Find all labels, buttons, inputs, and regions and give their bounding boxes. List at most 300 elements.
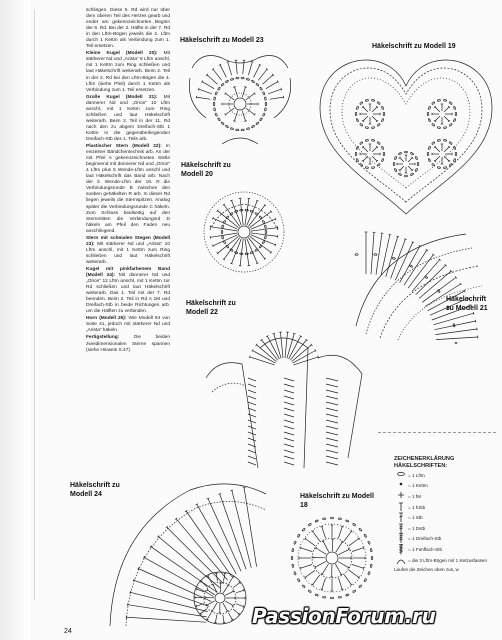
stitch-mark-top xyxy=(341,589,343,590)
stitch-mark xyxy=(284,426,294,429)
chain-stitch-mark xyxy=(432,123,435,126)
chain-stitch-mark xyxy=(359,528,362,531)
stitch-mark xyxy=(400,158,404,162)
stitch-mark xyxy=(284,384,294,387)
stitch-mark-top xyxy=(196,588,197,590)
stitch-mark xyxy=(326,450,338,453)
chain-stitch-mark xyxy=(259,118,262,122)
chain-stitch-mark xyxy=(213,97,215,100)
stitch-mark xyxy=(326,402,338,405)
symbol-legend xyxy=(394,456,498,573)
chain-stitch-mark xyxy=(338,518,341,520)
stitch-mark xyxy=(352,548,363,552)
stitch-mark xyxy=(254,65,260,78)
chain-stitch-mark xyxy=(223,220,226,224)
stitch-mark xyxy=(248,414,256,417)
legend-item xyxy=(394,491,498,502)
chain-stitch-mark xyxy=(302,528,305,531)
stitch-mark-top xyxy=(475,320,476,323)
stitch-mark xyxy=(215,615,217,623)
chain-stitch-mark xyxy=(428,106,431,110)
chain-stitch-mark xyxy=(352,590,356,593)
stitch-mark xyxy=(207,590,215,595)
chain-stitch-mark xyxy=(264,225,266,228)
label-modell-18: Häkelschrift zu Modell 18 xyxy=(300,493,374,509)
paragraph-body: Wie Modell 84 von Seite 41, jedoch mit stärkerer Nd und „Arista“ häkeln. xyxy=(86,316,170,334)
stitch-mark-top xyxy=(251,61,254,62)
stitch-mark xyxy=(315,561,326,567)
stitch-mark xyxy=(305,570,315,577)
chain-stitch-mark xyxy=(352,523,356,526)
stitch-mark-top xyxy=(363,567,364,569)
chain-stitch-mark xyxy=(359,585,362,588)
stitch-mark xyxy=(322,564,328,574)
chain-stitch-mark xyxy=(322,518,325,520)
legend-item xyxy=(394,470,498,481)
stitch-mark xyxy=(326,384,338,387)
chain-stitch-mark xyxy=(245,253,248,255)
chain-stitch-mark xyxy=(415,156,418,160)
stitch-mark xyxy=(336,542,343,552)
chain-stitch-mark xyxy=(259,245,262,248)
stitch-mark-top xyxy=(249,356,250,359)
stitch-mark xyxy=(352,565,363,569)
chart-modell-23 xyxy=(182,48,300,152)
chain-stitch-mark xyxy=(221,236,223,239)
stitch-mark xyxy=(408,166,412,170)
chain-stitch-mark xyxy=(236,129,239,131)
chain-stitch-mark xyxy=(245,209,248,211)
stitch-mark xyxy=(400,166,404,170)
instruction-paragraph xyxy=(86,267,170,315)
chain-stitch-mark xyxy=(246,78,250,81)
stitch-mark xyxy=(338,549,349,554)
stitch-mark xyxy=(408,158,412,162)
stitch-mark xyxy=(285,332,288,358)
stitch-mark-top xyxy=(230,263,232,264)
stitch-mark xyxy=(335,564,341,574)
page-binding-shadow xyxy=(0,0,30,640)
instruction-paragraph xyxy=(86,95,170,143)
chain-stitch-mark xyxy=(315,594,319,597)
stitch-mark xyxy=(284,414,294,417)
chain-stitch-mark xyxy=(364,578,367,582)
stitch-mark xyxy=(444,147,449,152)
chart-modell-24 xyxy=(70,470,270,628)
stitch-mark xyxy=(225,591,233,595)
stitch-mark xyxy=(248,378,256,381)
stitch-mark-top xyxy=(224,573,227,574)
stitch-mark-top xyxy=(223,622,226,623)
stitch-mark xyxy=(248,462,256,465)
chain-stitch-mark xyxy=(424,275,427,278)
chain-stitch-mark xyxy=(297,534,300,538)
legend-item-label: = 1 Stb xyxy=(408,515,423,521)
chain-stitch-mark xyxy=(432,101,435,104)
stitch-mark xyxy=(339,527,343,538)
chain-stitch-mark xyxy=(383,152,385,155)
chain-stitch-mark xyxy=(443,166,446,168)
chain-stitch-mark xyxy=(213,108,215,111)
chain-stitch-mark xyxy=(355,152,357,155)
chain-stitch-mark xyxy=(398,152,402,155)
stitch-mark xyxy=(128,605,207,617)
chain-stitch-mark xyxy=(259,216,262,219)
slip-symbol-icon xyxy=(394,480,408,491)
legend-item-label: = 1 hStb xyxy=(408,504,426,510)
chain-stitch-mark xyxy=(377,141,380,144)
paragraph-heading: Kugel mit pinkfarbenem Band (Modell 24): xyxy=(86,266,170,279)
label-modell-22: Häkelschrift zu Modell 22 xyxy=(186,300,236,316)
chain-stitch-mark xyxy=(241,77,244,79)
instruction-paragraph xyxy=(86,316,170,334)
chain-stitch-mark xyxy=(236,77,239,79)
binding-fold-line xyxy=(34,10,35,600)
stitch-mark xyxy=(240,239,243,266)
chain-stitch-mark xyxy=(302,585,305,588)
stitch-mark xyxy=(223,585,228,593)
stitch-mark xyxy=(186,511,232,577)
stitch-mark-top xyxy=(397,236,400,237)
stitch-mark-top xyxy=(321,526,323,527)
chain-stitch-mark xyxy=(360,101,363,104)
chain-stitch-mark xyxy=(427,152,429,155)
paragraph-body: Mit stärkerer Nd und „Arista“ 8 Lftm anschl, mit 1 Kettm zum Ring schließen und laut Häkelschrift weiterarb. Beim 2. Teil in der 2. Rd bei den Lftm-Bögen die 4. Lftm (siehe Pfeil) durch 1 Kettm als Verbindung zum 1. Teil ersetzen. xyxy=(86,51,170,93)
stitch-mark xyxy=(213,69,222,80)
stitch-mark xyxy=(240,198,243,225)
paragraph-heading: Fertigstellung: xyxy=(86,335,120,341)
stitch-mark-top xyxy=(212,245,213,247)
chain-stitch-mark xyxy=(292,564,294,567)
legend-item-label: = 1 Kettm xyxy=(408,483,428,489)
stitch-mark xyxy=(435,147,440,152)
dc-symbol-icon xyxy=(394,512,408,523)
paragraph-body: In einzelner Bändchentechnik arb. An der mit Pfeil A gekennzeichneten Stelle beginnend mit dünnerer Nd und „Orion“ 4 Lftm plus 5 Wende-Lftm anschl und laut Häkelschrift das Band arb. Nach der 3. Wende-Lftm der 19. R die Verbindungsrunde B zwischen den soeben gehäkelten R arb. In dieser Rd liegen jeweils die Sternspitzen. Analog später die Verbindungsrunde C häkeln. Zum Schluss beidseitig auf den Sternmitten die Verbindungsrd D häkeln am Pfeil den Faden neu anschlingend. xyxy=(86,144,170,234)
instruction-paragraph xyxy=(86,51,170,93)
stitch-mark xyxy=(432,306,471,320)
stitch-mark xyxy=(207,613,211,620)
chain-stitch-mark xyxy=(437,139,440,141)
chain-stitch-mark xyxy=(215,92,218,96)
chain-stitch-mark xyxy=(428,118,431,122)
label-modell-21: Häkelschrift zu Modell 21 xyxy=(446,296,488,312)
chain-stitch-mark xyxy=(415,168,418,172)
stitch-mark-top xyxy=(471,304,472,306)
chain-stitch-mark xyxy=(370,564,372,567)
paragraph-heading: Plastischer Stern (Modell 22): xyxy=(86,144,162,150)
chain-stitch-mark xyxy=(404,151,407,153)
stitch-mark xyxy=(444,107,449,112)
stitch-mark-top xyxy=(207,498,209,499)
chain-stitch-mark xyxy=(297,578,300,582)
paragraph-body: Mit dünnerer Nd und „Orion“ 10 Lftm anschl, mit 1 Kettm zum Ring schließen und laut Häkelschrift weiterarb. Beim 2. Teil in der 11. Rd nach den zu abgem Dreifach-Stb 1 Kettm in die gegenüberliegenden Dreifach-Stb des 1. Teils arb. xyxy=(86,94,170,142)
stitch-mark xyxy=(326,462,338,465)
stitch-mark xyxy=(326,438,338,441)
chain-stitch-mark xyxy=(364,534,367,538)
stitch-mark-top xyxy=(230,200,232,201)
stitch-mark xyxy=(372,156,377,161)
chain-stitch-mark xyxy=(246,127,250,130)
stitch-mark-top xyxy=(214,622,217,623)
chain-stitch-mark xyxy=(230,78,234,81)
stitch-mark xyxy=(270,97,284,99)
label-modell-20: Häkelschrift zu Modell 20 xyxy=(181,162,231,178)
quint-dc-symbol-icon xyxy=(394,544,408,555)
chain-stitch-mark xyxy=(262,92,265,96)
chain-stitch-mark xyxy=(437,126,440,128)
stitch-mark xyxy=(371,232,374,274)
stitch-mark-top xyxy=(244,121,247,122)
stitch-mark xyxy=(197,97,211,99)
chain-stitch-mark xyxy=(371,99,374,101)
stitch-mark xyxy=(363,147,368,152)
stitch-mark xyxy=(381,235,390,276)
legend-item-label: = 1 Dstb xyxy=(408,525,426,531)
chain-stitch-mark xyxy=(256,83,259,86)
stitch-mark xyxy=(248,62,252,75)
stitch-mark-top xyxy=(196,605,197,608)
stitch-mark-top xyxy=(293,333,296,334)
chain-stitch-mark xyxy=(437,289,440,293)
chain-stitch-mark xyxy=(262,220,265,224)
chain-stitch-mark xyxy=(356,106,359,110)
chain-stitch-mark xyxy=(371,139,374,141)
stitch-mark xyxy=(435,156,440,161)
stitch-mark xyxy=(236,60,237,74)
chain-stitch-mark xyxy=(225,125,229,128)
stitch-mark xyxy=(246,93,255,100)
chain-stitch-mark xyxy=(226,245,229,248)
stitch-mark xyxy=(243,60,244,74)
chain-stitch-mark xyxy=(368,572,371,576)
stitch-mark xyxy=(284,438,294,441)
double-dc-symbol-icon xyxy=(394,523,408,534)
label-modell-24: Häkelschrift zu Modell 24 xyxy=(70,482,120,498)
chain-stitch-mark xyxy=(221,230,223,233)
stitch-mark xyxy=(233,609,239,614)
stitch-mark xyxy=(323,541,329,552)
chain-stitch-mark xyxy=(365,139,368,141)
stitch-mark xyxy=(248,432,256,435)
stitch-mark-top xyxy=(233,121,236,122)
stitch-mark-top xyxy=(363,547,364,549)
chain-stitch-mark xyxy=(308,523,312,526)
stitch-mark xyxy=(349,539,359,546)
stitch-mark xyxy=(284,396,294,399)
stitch-mark xyxy=(284,408,294,411)
stitch-mark xyxy=(326,444,338,447)
stitch-mark xyxy=(251,228,278,232)
chain-stitch-mark xyxy=(308,590,312,593)
stitch-mark xyxy=(326,390,338,393)
stitch-mark-top xyxy=(273,333,276,334)
stitch-mark xyxy=(158,537,220,588)
stitch-mark-top xyxy=(275,218,276,220)
stitch-mark-top xyxy=(300,567,301,569)
stitch-mark-top xyxy=(227,61,230,62)
stitch-mark xyxy=(305,539,315,546)
chain-stitch-mark xyxy=(226,216,229,219)
chain-stitch-mark xyxy=(455,152,457,155)
stitch-mark-top xyxy=(468,297,469,299)
watermark-text: PassionForum.ru xyxy=(252,604,436,628)
legend-item xyxy=(394,481,498,492)
chain-stitch-mark xyxy=(365,166,368,168)
chain-stitch-mark xyxy=(251,80,255,83)
instruction-paragraph xyxy=(86,335,170,353)
chain-stitch-mark xyxy=(360,123,363,126)
stitch-mark xyxy=(435,107,440,112)
chart-modell-19 xyxy=(312,52,500,220)
chain-stitch-mark xyxy=(393,162,395,165)
chain-stitch-mark xyxy=(265,230,267,233)
stitch-mark-top xyxy=(256,263,258,264)
stitch-mark xyxy=(349,570,359,577)
stitch-mark-top xyxy=(473,312,474,315)
stitch-mark xyxy=(225,93,234,100)
stitch-mark xyxy=(281,332,284,358)
stitch-mark xyxy=(212,603,217,611)
stitch-mark xyxy=(207,601,215,605)
chain-stitch-mark xyxy=(453,118,456,122)
stitch-mark xyxy=(223,615,224,623)
chain-stitch-mark xyxy=(398,173,402,176)
stitch-mark xyxy=(344,531,351,541)
stitch-mark xyxy=(284,444,294,447)
stitch-mark xyxy=(313,575,320,585)
chain-stitch-mark xyxy=(449,123,452,126)
chain-stitch-mark xyxy=(262,113,265,117)
chain-stitch-mark xyxy=(356,146,359,150)
stitch-mark xyxy=(338,562,348,568)
chain-stitch-mark xyxy=(437,99,440,101)
stitch-mark xyxy=(326,414,338,417)
stitch-mark xyxy=(435,329,477,335)
legend-item-label: = 1 fM xyxy=(408,493,421,499)
chain-stitch-mark xyxy=(262,240,265,244)
stitch-mark-top xyxy=(243,605,244,607)
stitch-mark xyxy=(220,65,226,78)
legend-footnote: Laufen die Zeichen oben zus, w xyxy=(394,567,459,573)
chain-stitch-mark xyxy=(409,265,413,268)
chain-stitch-mark xyxy=(449,101,452,104)
triple-dc-symbol-icon xyxy=(394,533,408,544)
chain-stitch-mark xyxy=(394,156,397,160)
stitch-mark-top xyxy=(244,87,247,88)
chain-stitch-mark xyxy=(404,175,407,177)
chain-stitch-mark xyxy=(427,112,429,115)
chain-stitch-mark xyxy=(381,106,384,110)
chain-stitch-mark xyxy=(217,118,220,122)
stitch-mark xyxy=(207,75,218,84)
stitch-mark xyxy=(138,569,211,602)
chain-stitch-mark xyxy=(381,118,384,122)
stitch-mark xyxy=(229,577,233,584)
stitch-mark-top xyxy=(281,88,282,90)
label-modell-19: Häkelschrift zu Modell 19 xyxy=(372,43,456,50)
chain-stitch-mark xyxy=(291,556,293,559)
chain-stitch-mark xyxy=(377,101,380,104)
stitch-mark xyxy=(202,82,214,89)
stitch-mark xyxy=(284,450,294,453)
stitch-mark xyxy=(248,402,256,405)
stitch-mark xyxy=(223,603,227,611)
stitch-mark xyxy=(372,147,377,152)
stitch-mark xyxy=(126,617,206,622)
stitch-mark xyxy=(176,519,227,580)
legend-item xyxy=(394,534,498,545)
stitch-mark xyxy=(284,456,294,459)
instruction-paragraph xyxy=(86,144,170,235)
stitch-mark xyxy=(436,337,478,340)
stitch-mark xyxy=(223,574,225,582)
stitch-mark xyxy=(263,75,274,84)
page-number: 24 xyxy=(64,628,72,635)
stitch-mark xyxy=(228,613,232,620)
chain-stitch-mark xyxy=(294,572,297,576)
chain-stitch-mark xyxy=(330,517,333,519)
stitch-mark xyxy=(284,390,294,393)
chain-stitch-mark xyxy=(355,112,357,115)
stitch-mark-top xyxy=(130,591,131,594)
stitch-mark-top xyxy=(256,200,258,201)
stitch-mark xyxy=(322,578,326,589)
chart-modell-18 xyxy=(282,508,386,602)
chain-stitch-mark xyxy=(322,596,325,598)
paragraph-body: Mit stärkerer Nd und „Arista“ 10 Lftm anschl, mit 1 Kettm zum Ring schließen und laut Häkelschrift weiterarb. xyxy=(86,241,170,265)
stitch-mark xyxy=(233,583,239,588)
stitch-mark xyxy=(326,432,338,435)
stitch-mark xyxy=(332,539,333,551)
stitch-mark xyxy=(258,69,267,80)
stitch-mark-top xyxy=(219,494,221,495)
stitch-mark xyxy=(242,111,245,121)
stitch-mark-top xyxy=(243,589,244,592)
stitch-mark xyxy=(213,585,217,593)
chain-stitch-mark xyxy=(356,118,359,122)
paragraph-body: schlingen. Diese 5. Rd wird nur über dem oberen Teil des Herzes gearb und endet am gekennzeichneten Beginn der 6. Rd. Bei der 2. Hälfte in der 7. Rd in den Lftm-Bögen jeweils die 2. Lftm durch 1 Kettm als Verbindung zum 1. Teil ersetzen. xyxy=(86,8,170,50)
paragraph-heading: Horn (Modell 25): xyxy=(86,316,127,322)
chain-stitch-mark xyxy=(437,166,440,168)
chain-stitch-mark xyxy=(453,106,456,110)
chain-stitch-mark xyxy=(230,212,234,215)
stitch-mark-top xyxy=(233,87,236,88)
stitch-mark-top xyxy=(300,547,301,549)
stitch-mark xyxy=(326,420,338,423)
chain-stitch-mark xyxy=(292,548,294,551)
stitch-mark xyxy=(228,62,232,75)
chain-stitch-mark xyxy=(443,99,446,101)
stitch-mark xyxy=(363,156,368,161)
chain-stitch-mark xyxy=(294,541,297,545)
stitch-mark xyxy=(372,116,377,121)
chain-stitch-mark xyxy=(371,166,374,168)
stitch-mark-top xyxy=(404,239,407,240)
chain-stitch-mark xyxy=(370,548,372,551)
stitch-mark-top xyxy=(212,217,213,219)
chain-stitch-mark xyxy=(241,129,244,131)
chain-stitch-mark xyxy=(315,520,319,523)
stitch-mark-top xyxy=(231,490,234,491)
legend-item xyxy=(394,555,498,566)
chain-stitch-mark xyxy=(255,249,259,252)
chain-stitch-mark xyxy=(383,112,385,115)
stitch-mark xyxy=(208,499,241,572)
chain-stitch-mark xyxy=(428,146,431,150)
stitch-mark xyxy=(242,87,245,97)
chart-modell-21 xyxy=(346,226,498,344)
stitch-mark xyxy=(372,107,377,112)
